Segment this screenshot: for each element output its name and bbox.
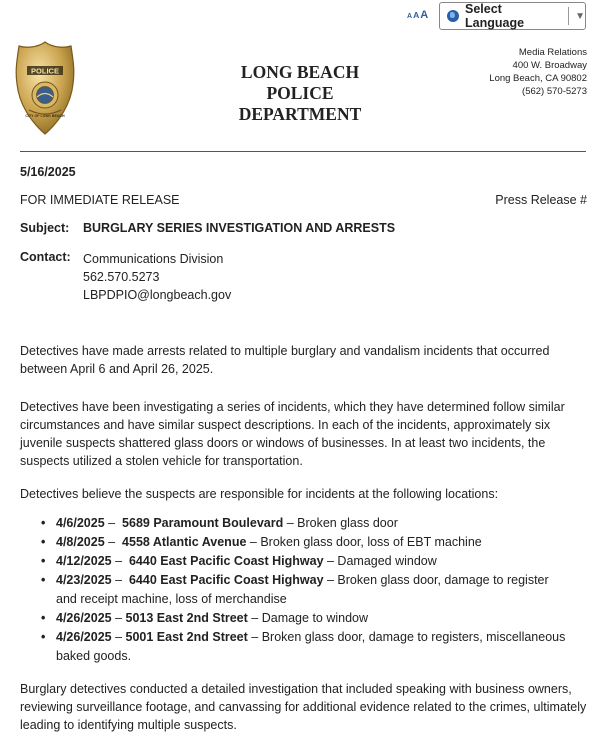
agency-name-line: POLICE bbox=[266, 83, 334, 103]
globe-icon bbox=[447, 10, 459, 22]
language-select[interactable] bbox=[439, 2, 586, 30]
incident-location: 5689 Paramount Boulevard bbox=[122, 516, 284, 530]
release-date: 5/16/2025 bbox=[20, 165, 76, 179]
incident-date: 4/6/2025 bbox=[56, 516, 105, 530]
font-size-medium-button[interactable]: A bbox=[413, 10, 421, 20]
incident-date: 4/26/2025 bbox=[56, 611, 112, 625]
media-relations-line: Long Beach, CA 90802 bbox=[489, 73, 587, 84]
media-relations-line: 400 W. Broadway bbox=[512, 60, 587, 71]
language-select-divider bbox=[568, 7, 569, 25]
incident-details: Broken glass door, damage to registers, miscellaneous baked goods. bbox=[56, 630, 566, 663]
release-type: FOR IMMEDIATE RELEASE bbox=[20, 193, 180, 207]
header-divider bbox=[20, 151, 586, 152]
incident-details: Damage to window bbox=[261, 611, 369, 625]
incident-location: 5013 East 2nd Street bbox=[125, 611, 248, 625]
font-size-large-button[interactable]: A bbox=[420, 9, 430, 21]
language-select-label: Select Language bbox=[465, 2, 525, 30]
body-paragraph: Burglary detectives conducted a detailed investigation that included speaking with business owners, reviewing surveillance footage, and canvassing for additional evidence related to the crimes, ultimately leading to identifying multiple suspects. bbox=[20, 682, 587, 732]
subject-label: Subject: bbox=[20, 221, 70, 235]
incident-details: Broken glass door bbox=[297, 516, 398, 530]
incident-details: Broken glass door, damage to register and receipt machine, loss of merchandise bbox=[56, 573, 549, 606]
contact-division: Communications Division bbox=[83, 252, 224, 266]
contact-details bbox=[83, 250, 231, 304]
press-release-number: Press Release # bbox=[495, 193, 587, 207]
agency-name-line: DEPARTMENT bbox=[238, 104, 362, 124]
incident-date: 4/8/2025 bbox=[56, 535, 105, 549]
font-size-small-button[interactable]: A bbox=[407, 13, 414, 20]
incident-date: 4/12/2025 bbox=[56, 554, 112, 568]
incident-details: Broken glass door, loss of EBT machine bbox=[260, 535, 482, 549]
font-size-controls bbox=[407, 7, 429, 21]
incident-location: 5001 East 2nd Street bbox=[125, 630, 248, 644]
incident-location: 6440 East Pacific Coast Highway bbox=[128, 554, 324, 568]
incident-item: • 4/6/2025 – 5689 Paramount Boulevard – Broken glass door bbox=[0, 514, 566, 533]
badge-top-text: POLICE bbox=[31, 66, 59, 76]
body-paragraph: Detectives believe the suspects are responsible for incidents at the following locations: bbox=[20, 487, 499, 501]
contact-label: Contact: bbox=[20, 250, 71, 264]
incident-date: 4/23/2025 bbox=[56, 573, 112, 587]
incident-item: • 4/8/2025 – 4558 Atlantic Avenue – Broken glass door, loss of EBT machine bbox=[0, 533, 566, 552]
incident-date: 4/26/2025 bbox=[56, 630, 112, 644]
incident-item: • 4/26/2025 – 5013 East 2nd Street – Damage to window bbox=[0, 609, 566, 628]
incident-list bbox=[0, 514, 600, 666]
body-paragraph: Detectives have been investigating a series of incidents, which they have determined follow similar circumstances and have similar suspect descriptions. In each of the incidents, approximately six juvenile suspects shattered glass doors or windows of businesses. In at least two incidents, the suspects utilized a stolen vehicle for transportation. bbox=[20, 400, 565, 468]
body-paragraph: Detectives have made arrests related to multiple burglary and vandalism incidents that occurred between April 6 and April 26, 2025. bbox=[20, 344, 550, 376]
badge-bottom-text: CITY OF LONG BEACH bbox=[25, 114, 65, 118]
incident-details: Damaged window bbox=[337, 554, 437, 568]
media-relations-address bbox=[489, 46, 587, 98]
subject-text: BURGLARY SERIES INVESTIGATION AND ARRESTS bbox=[83, 221, 396, 235]
agency-name bbox=[200, 62, 400, 125]
media-relations-line: (562) 570-5273 bbox=[522, 86, 587, 97]
media-relations-line: Media Relations bbox=[518, 47, 587, 58]
incident-item: • 4/12/2025 – 6440 East Pacific Coast Highway – Damaged window bbox=[0, 552, 566, 571]
police-badge-logo bbox=[15, 40, 75, 136]
incident-location: 6440 East Pacific Coast Highway bbox=[128, 573, 324, 587]
incident-location: 4558 Atlantic Avenue bbox=[122, 535, 247, 549]
contact-email[interactable]: LBPDPIO@longbeach.gov bbox=[83, 288, 232, 302]
contact-phone: 562.570.5273 bbox=[83, 270, 160, 284]
agency-name-line: LONG BEACH bbox=[240, 62, 360, 82]
chevron-down-icon[interactable]: ▼ bbox=[575, 10, 585, 22]
incident-item: • 4/23/2025 – 6440 East Pacific Coast Highway – Broken glass door, damage to register and receipt machine, loss of merchandise bbox=[0, 571, 566, 609]
incident-item: • 4/26/2025 – 5001 East 2nd Street – Broken glass door, damage to registers, miscellaneous baked goods. bbox=[0, 628, 566, 666]
